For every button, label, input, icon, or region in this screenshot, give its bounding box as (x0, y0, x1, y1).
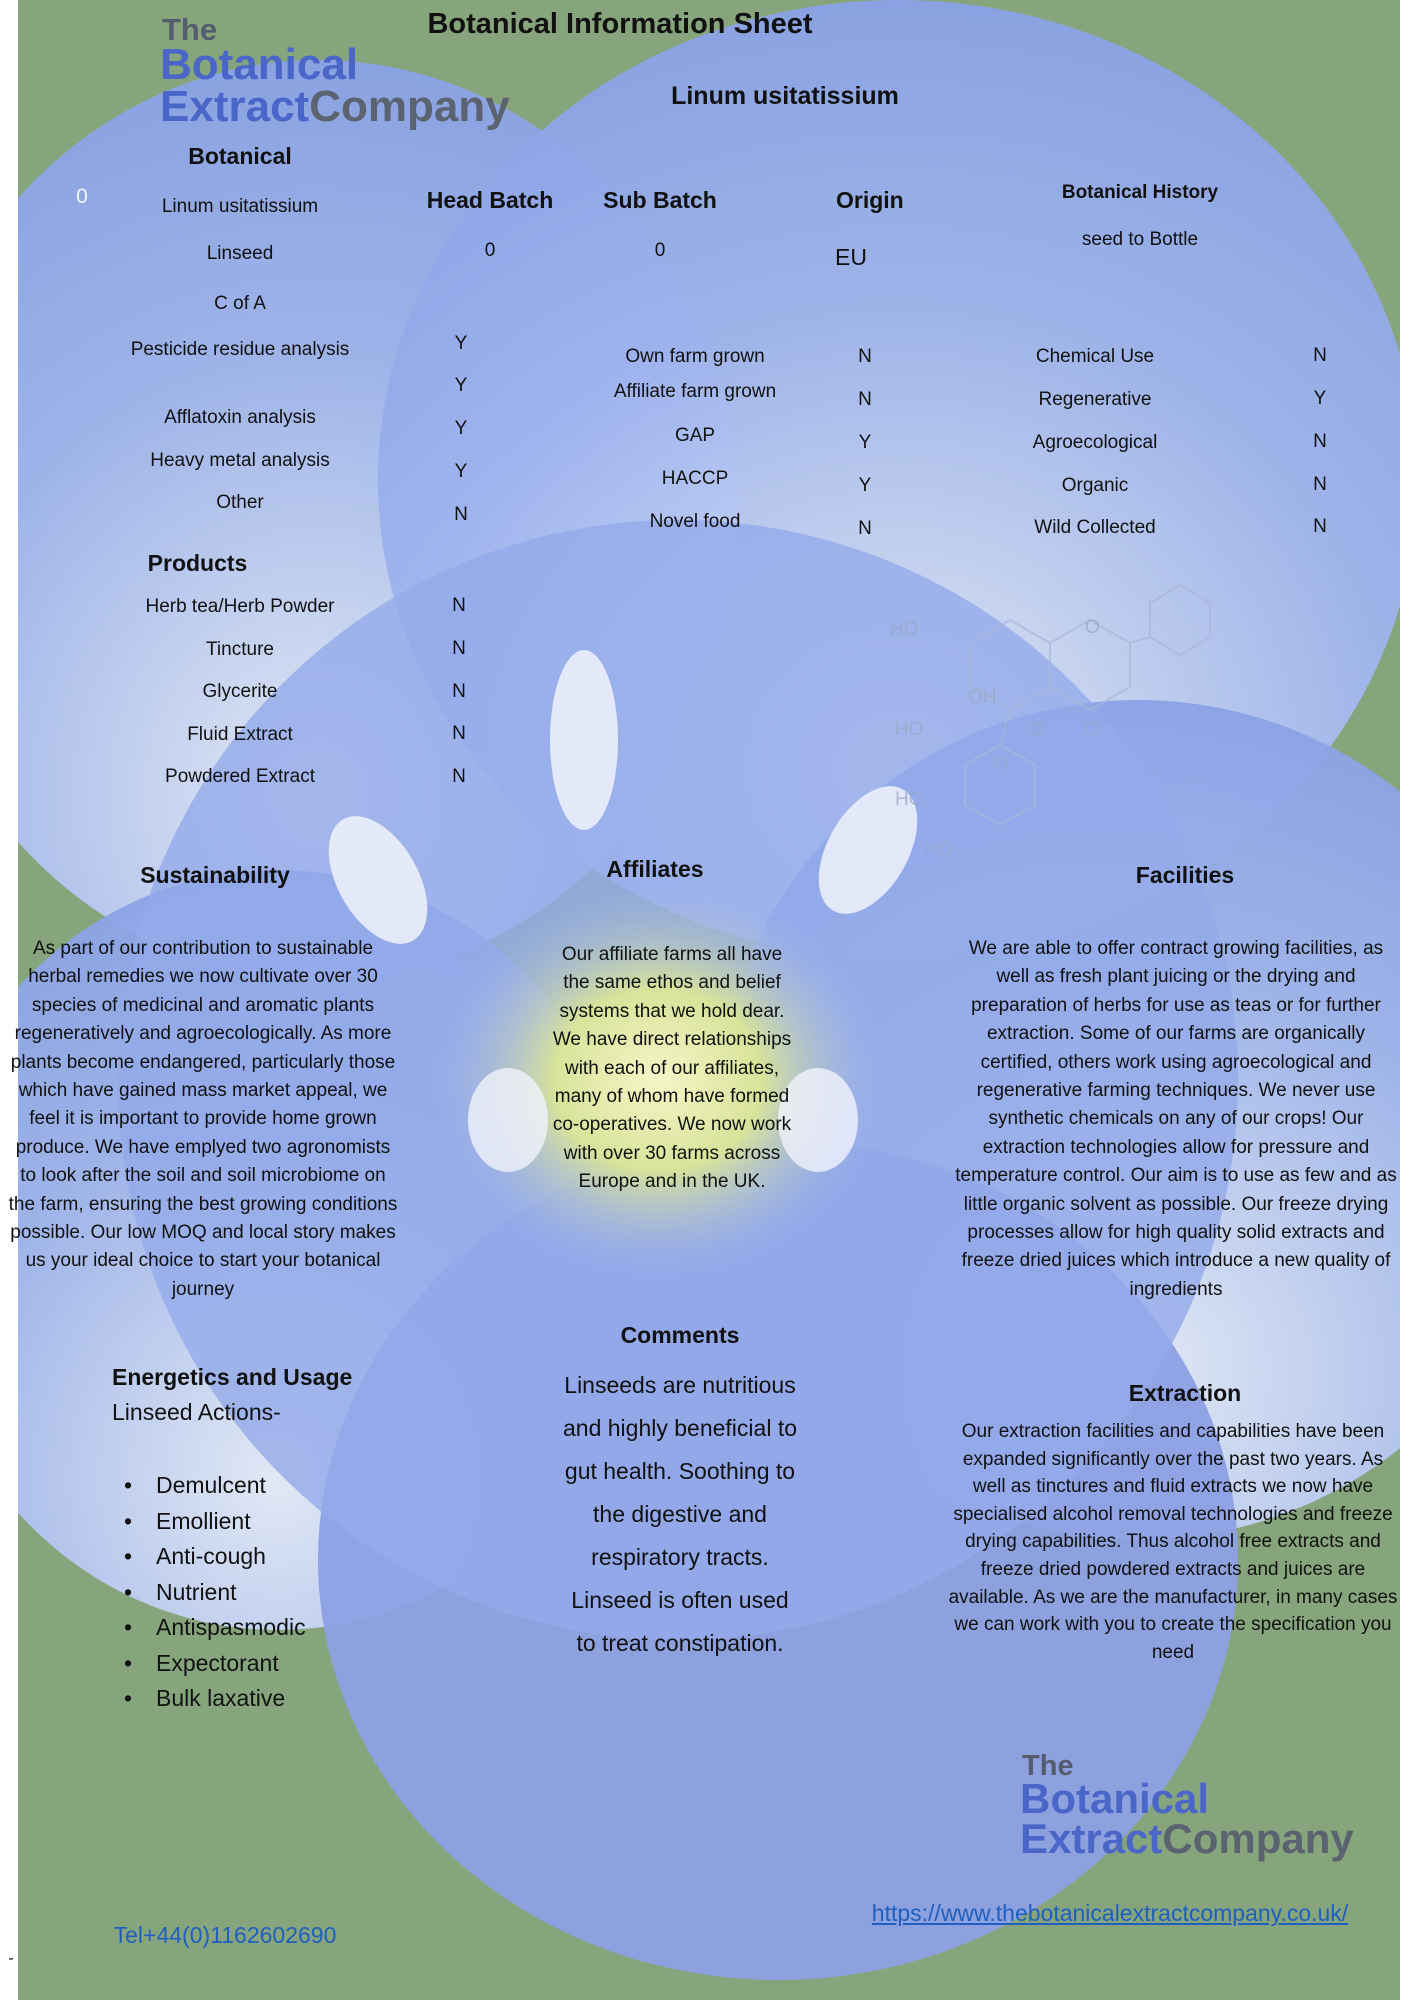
product-powdered-extract-label: Powdered Extract (165, 766, 315, 787)
farming-novel-food-label: Novel food (649, 511, 741, 532)
coa-value: Y (454, 333, 468, 354)
comments-heading: Comments (620, 1322, 740, 1348)
telephone-number: Tel+44(0)1162602690 (113, 1922, 337, 1948)
botanical-latin: Linum usitatissium (161, 196, 319, 217)
origin-label: Origin (836, 187, 904, 213)
molecule-label-ho2: HO (895, 719, 924, 740)
analysis-other-label: Other (216, 492, 264, 513)
farming-affiliate-value: N (858, 389, 872, 410)
practice-organic-label: Organic (1061, 475, 1129, 496)
product-fluid-extract-label: Fluid Extract (187, 724, 293, 745)
botanical-history-value: seed to Bottle (1081, 229, 1199, 250)
farming-haccp-label: HACCP (661, 468, 729, 489)
action-item: • Antispasmodic (114, 1610, 374, 1646)
extraction-text: Our extraction facilities and capabilities have been expanded significantly over the past two years. As well as tinctures and fluid extracts we now have specialised alcohol removal technologies and freeze drying capabilities. Thus alcohol free extracts and freeze dried powdered extracts and juices are available. As we are the manufacturer, in many cases we can work with you to create the specification you need (948, 1421, 1398, 1663)
latin-name-title: Linum usitatissium (671, 82, 899, 110)
analysis-afflatoxin-value: Y (454, 418, 468, 439)
analysis-heavy-metal-label: Heavy metal analysis (150, 450, 330, 471)
product-powdered-extract-value: N (452, 766, 466, 787)
zero-marker: 0 (76, 185, 88, 208)
molecule-label-ho4: HO (925, 839, 954, 860)
analysis-afflatoxin-label: Afflatoxin analysis (164, 407, 316, 428)
company-logo-bottom (1020, 1750, 1400, 1865)
molecule-label-ho1: HO (890, 619, 919, 640)
head-batch-label: Head Batch (426, 187, 554, 213)
extraction-heading: Extraction (1128, 1380, 1242, 1406)
sustainability-text: As part of our contribution to sustainable herbal remedies we now cultivate over 30 species of medicinal and aromatic plants regeneratively and agroecologically. As more plants become endangered, particularly those which have gained mass market appeal, we feel it is important to provide home grown produce. We have emplyed two agronomists to look after the soil and soil microbiome on the farm, ensuring the best growing conditions possible. Our low MOQ and local story makes us your ideal choice to start your botanical journey (8, 938, 398, 1300)
botanical-history-label: Botanical History (1061, 182, 1219, 203)
analysis-heavy-metal-value: Y (454, 461, 468, 482)
farming-affiliate-label: Affiliate farm grown (613, 381, 777, 402)
practice-chemical-value: N (1313, 345, 1327, 366)
logo-company: Company (309, 82, 510, 131)
action-item: • Bulk laxative (114, 1681, 374, 1717)
farming-own-value: N (858, 346, 872, 367)
practice-wild-label: Wild Collected (1034, 517, 1156, 538)
page-title: Botanical Information Sheet (427, 8, 813, 40)
action-item: • Expectorant (114, 1646, 374, 1682)
head-batch-value: 0 (484, 240, 496, 261)
analysis-pesticide-label: Pesticide residue analysis (130, 339, 350, 360)
product-glycerite-label: Glycerite (202, 681, 278, 702)
action-item: • Emollient (114, 1504, 374, 1540)
molecule-label-o2: O (1085, 719, 1100, 740)
sub-batch-value: 0 (654, 240, 666, 261)
molecule-watermark (890, 575, 1230, 865)
analysis-pesticide-value: Y (454, 375, 468, 396)
logo-extract-company (1020, 1815, 1354, 1863)
logo-extract-company (160, 82, 510, 132)
practice-organic-value: N (1313, 474, 1327, 495)
practice-regenerative-value: Y (1313, 388, 1327, 409)
facilities-heading: Facilities (1135, 862, 1235, 888)
botanical-common: Linseed (206, 243, 274, 264)
practice-chemical-label: Chemical Use (1035, 346, 1155, 367)
molecule-label-ho3: HO (895, 789, 924, 810)
origin-value: EU (835, 244, 867, 270)
facilities-text: We are able to offer contract growing facilities, as well as fresh plant juicing or the drying and preparation of herbs for use as teas or for further extraction. Some of our farms are organically certified, others work using agroecological and regenerative farming techniques. We never use synthetic chemicals on any of our crops! Our extraction technologies allow for pressure and temperature control. Our aim is to use as few and as little organic solvent as possible. Our freeze drying processes allow for high quality solid extracts and freeze dried juices which introduce a new quality of ingredients (955, 938, 1397, 1300)
coa-label: C of A (214, 293, 266, 314)
energetics-heading: Energetics and Usage (112, 1364, 353, 1390)
website-link[interactable]: https://www.thebotanicalextractcompany.co.uk/ (871, 1900, 1349, 1926)
action-item: • Nutrient (114, 1575, 374, 1611)
logo-the: The (1022, 1750, 1074, 1782)
botanical-heading: Botanical (188, 143, 292, 169)
logo-company: Company (1162, 1815, 1354, 1862)
affiliates-text: Our affiliate farms all have the same ethos and belief systems that we hold dear. We have direct relationships with each of our affiliates, many of whom have formed co-operatives. We now work with over 30 farms across Europe and in the UK. (552, 944, 792, 1193)
action-item: • Anti-cough (114, 1539, 374, 1575)
product-tincture-value: N (452, 638, 466, 659)
sustainability-heading: Sustainability (140, 862, 290, 888)
farming-novel-food-value: N (858, 518, 872, 539)
farming-gap-value: Y (858, 432, 872, 453)
comments-text: Linseeds are nutritious and highly beneficial to gut health. Soothing to the digestive and respiratory tracts. Linseed is often used to treat constipation. (563, 1372, 797, 1656)
product-herb-tea-label: Herb tea/Herb Powder (145, 596, 335, 617)
sub-batch-label: Sub Batch (603, 187, 717, 213)
practice-wild-value: N (1313, 516, 1327, 537)
product-fluid-extract-value: N (452, 723, 466, 744)
stray-dash: - (8, 1950, 14, 1967)
practice-agroecological-label: Agroecological (1032, 432, 1158, 453)
molecule-label-o1: O (1085, 617, 1100, 638)
products-heading: Products (147, 550, 248, 576)
product-tincture-label: Tincture (206, 639, 274, 660)
logo-botanical: Botanical (1020, 1775, 1210, 1822)
logo-extract: Extract (160, 82, 310, 131)
practice-regenerative-label: Regenerative (1038, 389, 1152, 410)
practice-agroecological-value: N (1313, 431, 1327, 452)
product-herb-tea-value: N (452, 595, 466, 616)
molecule-label-oh: OH (968, 687, 997, 708)
affiliates-heading: Affiliates (606, 856, 704, 882)
analysis-other-value: N (454, 504, 468, 525)
molecule-label-o4: O (994, 753, 1009, 774)
farming-haccp-value: Y (858, 475, 872, 496)
farming-gap-label: GAP (674, 425, 716, 446)
logo-the: The (162, 12, 218, 47)
linseed-actions-list (114, 1468, 374, 1717)
product-glycerite-value: N (452, 681, 466, 702)
logo-botanical: Botanical (160, 40, 359, 89)
molecule-label-o3: O (1030, 719, 1045, 740)
logo-extract: Extract (1020, 1815, 1163, 1862)
action-item: • Demulcent (114, 1468, 374, 1504)
farming-own-label: Own farm grown (625, 346, 765, 367)
energetics-subheading: Linseed Actions- (112, 1399, 281, 1425)
